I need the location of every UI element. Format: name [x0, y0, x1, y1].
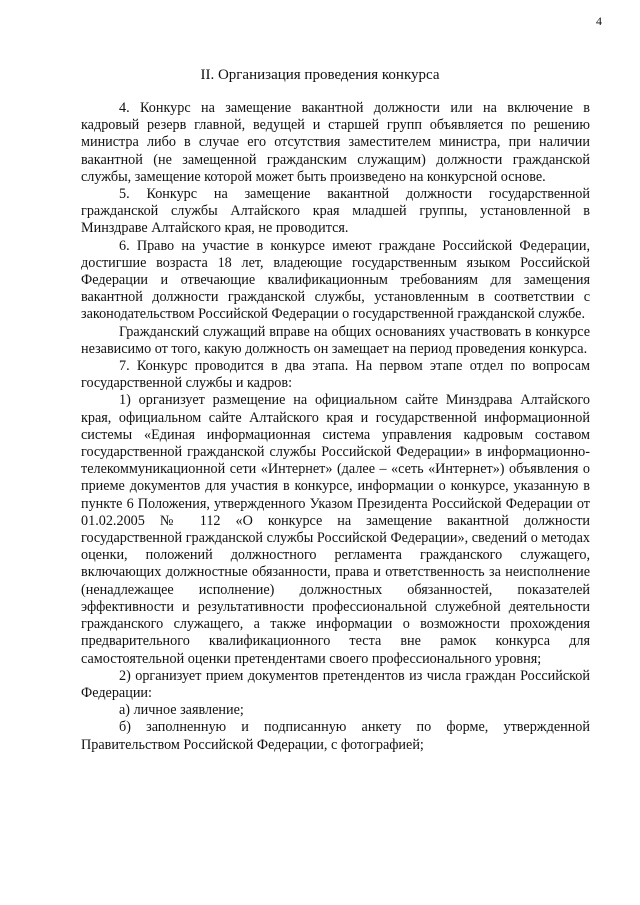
paragraph-subitem-2: 2) организует прием документов претендентов из числа граждан Российской Федерации:: [81, 667, 590, 701]
section-title: II. Организация проведения конкурса: [200, 67, 440, 83]
paragraph-clause-4: 4. Конкурс на замещение вакантной должности или на включение в кадровый резерв главной, ведущей и старшей групп объявляется по решению министра либо в случае его отсутствия заместителем министра, при наличии вакантной (не замещенной гражданским служащим) должности гражданской службы, замещение которой может быть произведено на конкурсной основе.: [81, 100, 590, 185]
paragraph-clause-7: 7. Конкурс проводится в два этапа. На первом этапе отдел по вопросам государственной службы и кадров:: [81, 358, 590, 392]
paragraph-clause-6: 6. Право на участие в конкурсе имеют граждане Российской Федерации, достигшие возраста 18 лет, владеющие государственным языком Российской Федерации и отвечающие квалификационным требованиям для замещения вакантной должности гражданской службы, установленным в соответствии с законодательством Российской Федерации о государственной гражданской службе.: [81, 237, 590, 323]
paragraph-subitem-a: а) личное заявление;: [119, 702, 244, 719]
paragraph-subitem-b: б) заполненную и подписанную анкету по форме, утвержденной Правительством Российской Федерации, с фотографией;: [81, 719, 590, 753]
paragraph-civil-servant-right: Гражданский служащий вправе на общих основаниях участвовать в конкурсе независимо от того, какую должность он замещает на период проведения конкурса.: [81, 323, 590, 357]
paragraph-subitem-1: 1) организует размещение на официальном сайте Минздрава Алтайского края, официальном сайте Алтайского края и государственной информационной системы «Единая информационная система управления кадровым составом государственной гражданской службы Российской Федерации» в информационно-телекоммуникационной сети «Интернет» (далее – «сеть «Интернет») объявления о приеме документов для участия в конкурсе, информации о конкурсе, указанную в пункте 6 Положения, утвержденного Указом Президента Российской Федерации от 01.02.2005 № 112 «О конкурсе на замещение вакантной должности государственной гражданской службы Российской Федерации», сведений о методах оценки, положений должностного регламента гражданского служащего, включающих должностные обязанности, права и ответственность за неисполнение (ненадлежащее исполнение) должностных обязанностей, показателей эффективности и результативности профессиональной служебной деятельности гражданского служащего, а также информации о возможности прохождения предварительного квалификационного теста вне рамок конкурса для самостоятельной оценки претендентами своего профессионального уровня;: [81, 392, 590, 667]
page-number: 4: [596, 14, 602, 28]
paragraph-clause-5: 5. Конкурс на замещение вакантной должности государственной гражданской службы Алтайского края младшей группы, установленной в Минздраве Алтайского края, не проводится.: [81, 186, 590, 237]
document-body: [81, 100, 590, 754]
